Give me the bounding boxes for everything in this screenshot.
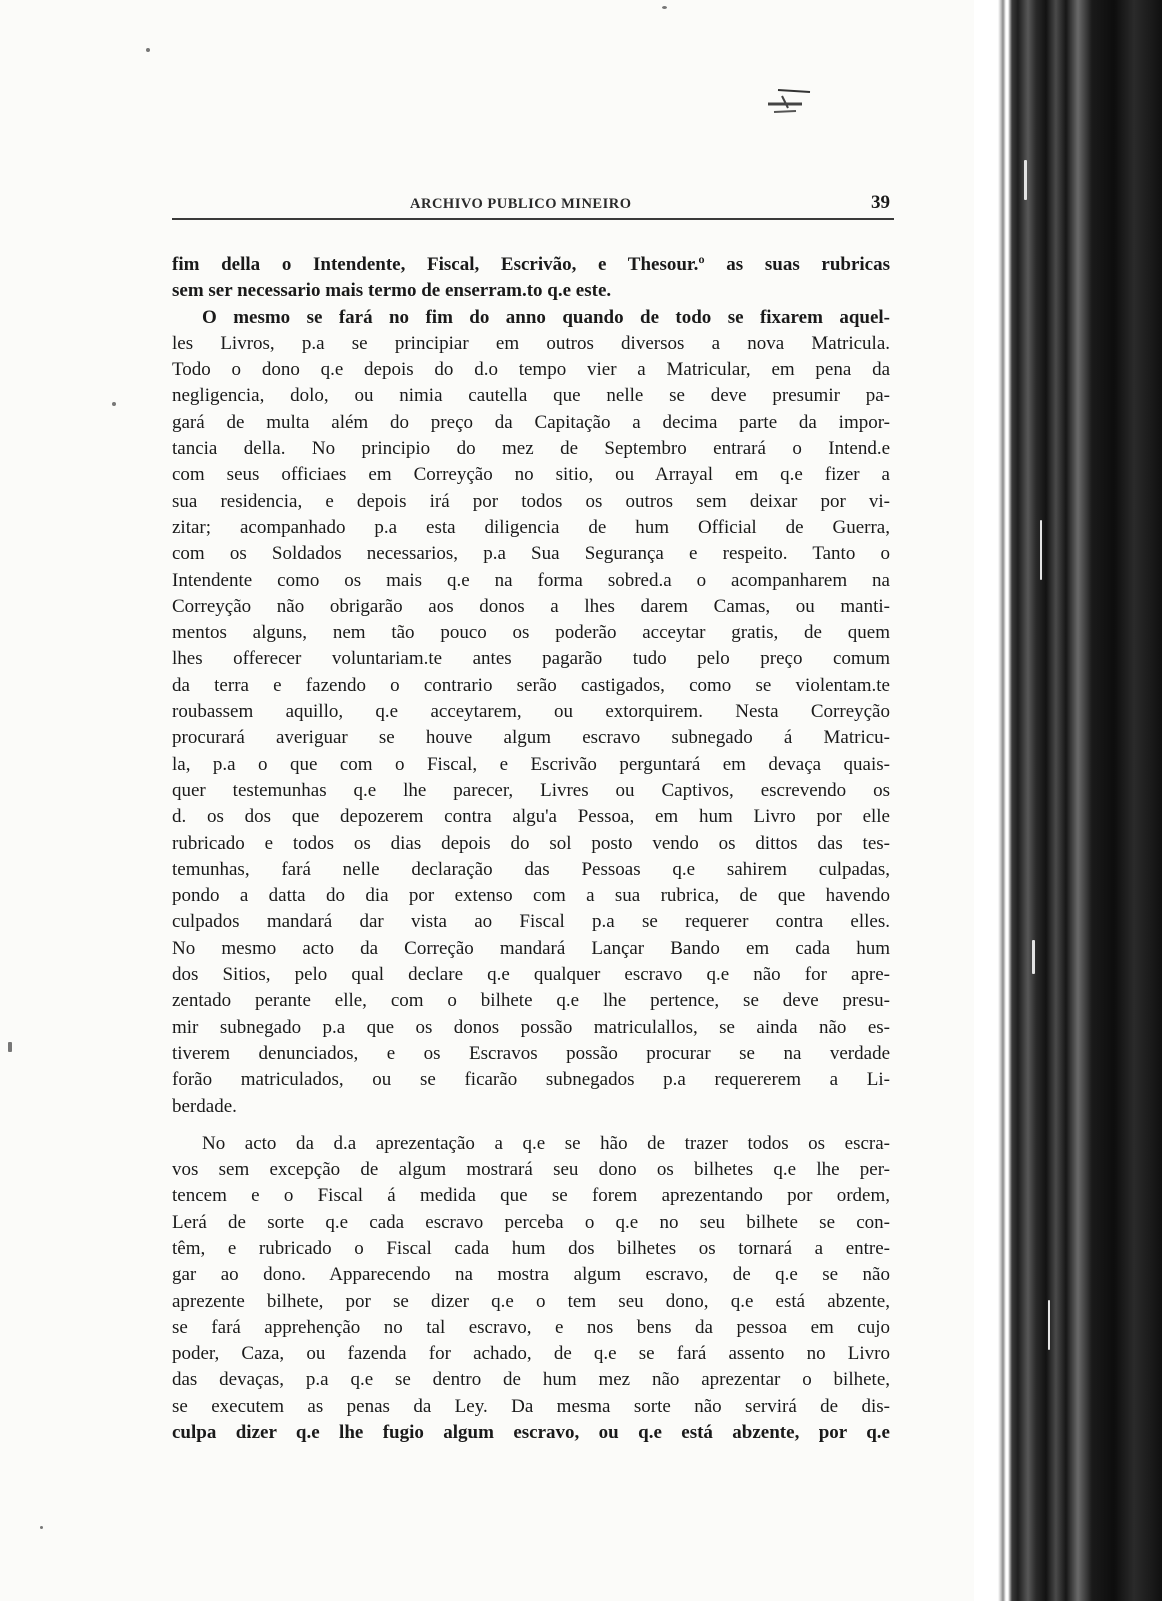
page-number: 39 — [871, 192, 890, 213]
text-line: procurará averiguar se houve algum escravo subnegado á Matricu- — [172, 727, 890, 749]
text-line: dos Sitios, pelo qual declare q.e qualquer escravo q.e não for apre- — [172, 964, 890, 986]
header-rule — [172, 218, 894, 220]
text-line: têm, e rubricado o Fiscal cada hum dos bilhetes os tornará a entre- — [172, 1237, 890, 1259]
text-line: roubassem aquillo, q.e acceytarem, ou extorquirem. Nesta Correyção — [172, 701, 890, 723]
text-line: rubricado e todos os dias depois do sol posto vendo os dittos das tes- — [172, 832, 890, 854]
text-line: sua residencia, e depois irá por todos os outros sem deixar por vi- — [172, 490, 890, 512]
text-line: aprezente bilhete, por se dizer q.e o tem seu dono, q.e está abzente, — [172, 1290, 890, 1312]
text-line: No acto da d.a aprezentação a q.e se hão de trazer todos os escra- — [202, 1132, 890, 1154]
text-line: lhes offerecer voluntariam.te antes pagarão tudo pelo preço comum — [172, 648, 890, 670]
text-line: com seus officiaes em Correyção no sitio, ou Arrayal em q.e fizer a — [172, 464, 890, 486]
text-line: la, p.a o que com o Fiscal, e Escrivão perguntará em devaça quais- — [172, 753, 890, 775]
text-line: pondo a datta do dia por extenso com a sua rubrica, de que havendo — [172, 885, 890, 907]
binding-fleck — [1032, 940, 1035, 974]
text-line: zentado perante elle, com o bilhete q.e lhe pertence, se deve presu- — [172, 990, 890, 1012]
text-line: culpados mandará dar vista ao Fiscal p.a se requerer contra elles. — [172, 911, 890, 933]
text-line: zitar; acompanhado p.a esta diligencia de hum Official de Guerra, — [172, 516, 890, 538]
paragraph — [172, 1131, 890, 1447]
text-line: forão matriculados, ou se ficarão subnegados p.a requererem a Li- — [172, 1069, 890, 1091]
text-line: Correyção não obrigarão aos donos a lhes darem Camas, ou manti- — [172, 595, 890, 617]
text-line: poder, Caza, ou fazenda for achado, de q.e se fará assento no Livro — [172, 1343, 890, 1365]
text-line: quer testemunhas q.e lhe parecer, Livres ou Captivos, escrevendo os — [172, 779, 890, 801]
text-line: das devaças, p.a q.e se dentro de hum mez não aprezentar o bilhete, — [172, 1369, 890, 1391]
text-line: se fará apprehenção no tal escravo, e nos bens da pessoa em cujo — [172, 1316, 890, 1338]
text-line: Intendente como os mais q.e na forma sobred.a o acompanharem na — [172, 569, 890, 591]
paragraph — [172, 252, 890, 1120]
text-line: com os Soldados necessarios, p.a Sua Segurança e respeito. Tanto o — [172, 543, 890, 565]
text-line: gar ao dono. Apparecendo na mostra algum escravo, de q.e se não — [172, 1264, 890, 1286]
text-line: mentos alguns, nem tão pouco os poderão acceytar gratis, de quem — [172, 622, 890, 644]
text-line: negligencia, dolo, ou nimia cautella que nelle se deve presumir pa- — [172, 385, 890, 407]
text-line: tancia della. No principio do mez de Septembro entrará o Intend.e — [172, 438, 890, 460]
body-text — [172, 252, 890, 1446]
scan-speck — [146, 48, 150, 52]
ink-smudge-ornament — [748, 80, 818, 120]
book-binding-edge — [974, 0, 1162, 1601]
scan-speck — [8, 1042, 12, 1052]
text-line: berdade. — [172, 1095, 237, 1117]
text-line: Todo o dono q.e depois do d.o tempo vier a Matricular, em pena da — [172, 359, 890, 381]
scan-speck — [40, 1526, 43, 1529]
text-line: fim della o Intendente, Fiscal, Escrivão, e Thesour.º as suas rubricas — [172, 254, 890, 275]
page-header — [172, 192, 894, 222]
text-line: O mesmo se fará no fim do anno quando de todo se fixarem aquel- — [202, 306, 890, 328]
text-line: gará de multa além do preço da Capitação a decima parte da impor- — [172, 411, 890, 433]
text-line: Lerá de sorte q.e cada escravo perceba o q.e no seu bilhete se con- — [172, 1211, 890, 1233]
binding-fleck — [1048, 1300, 1050, 1350]
scan-speck — [662, 6, 667, 9]
text-line: sem ser necessario mais termo de enserram.to q.e este. — [172, 280, 612, 302]
binding-fleck — [1024, 160, 1027, 200]
text-line: culpa dizer q.e lhe fugio algum escravo, ou q.e está abzente, por q.e — [172, 1422, 890, 1444]
text-line: se executem as penas da Ley. Da mesma sorte não servirá de dis- — [172, 1395, 890, 1417]
scan-speck — [112, 402, 116, 406]
text-line: da terra e fazendo o contrario serão castigados, como se violentam.te — [172, 674, 890, 696]
text-line: tiverem denunciados, e os Escravos possão procurar se na verdade — [172, 1042, 890, 1064]
text-line: mir subnegado p.a que os donos possão matriculallos, se ainda não es- — [172, 1016, 890, 1038]
text-line: tencem e o Fiscal á medida que se forem aprezentando por ordem, — [172, 1185, 890, 1207]
text-line: les Livros, p.a se principiar em outros diversos a nova Matricula. — [172, 332, 890, 354]
paragraph-gap — [172, 1120, 890, 1131]
running-title: ARCHIVO PUBLICO MINEIRO — [410, 196, 632, 212]
text-line: No mesmo acto da Correção mandará Lançar Bando em cada hum — [172, 937, 890, 959]
text-line: temunhas, fará nelle declaração das Pessoas q.e sahirem culpadas, — [172, 858, 890, 880]
text-line: d. os dos que depozerem contra algu'a Pessoa, em hum Livro por elle — [172, 806, 890, 828]
text-line: vos sem excepção de algum mostrará seu dono os bilhetes q.e lhe per- — [172, 1159, 890, 1181]
binding-fleck — [1040, 520, 1042, 580]
